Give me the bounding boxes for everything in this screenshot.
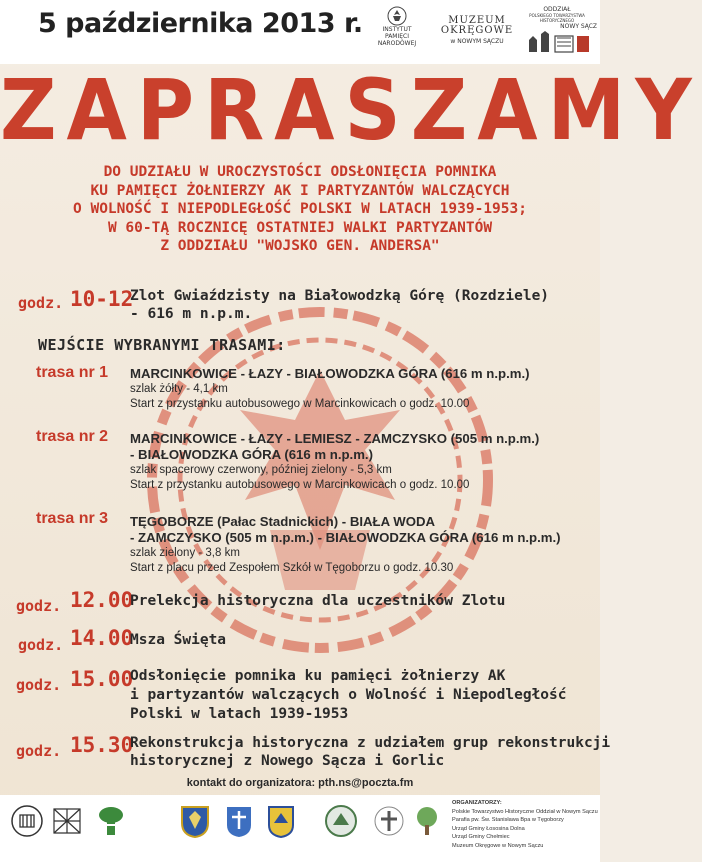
headline <box>0 62 702 160</box>
ipn-logo-line: INSTYTUT <box>382 26 412 33</box>
route-3-path: - ZAMCZYSKO (505 m n.p.m.) - BIAŁOWODZKA GÓRA (616 m n.p.m.) <box>130 530 561 545</box>
headline-text: ZAPRASZAMY <box>0 62 702 160</box>
first-godz-label: godz. <box>18 294 64 312</box>
invitation-line: KU PAMIĘCI ŻOŁNIERZY AK I PARTYZANTÓW WALCZĄCYCH <box>90 182 510 199</box>
muzeum-logo-title: MUZEUM <box>448 15 506 26</box>
castle-icon <box>521 30 593 54</box>
event-time: 15.00 <box>70 667 134 691</box>
first-event-line: - 616 m n.p.m. <box>130 306 253 322</box>
route-2-start: Start z przystanku autobusowego w Marcinkowicach o godz. 10.00 <box>130 479 470 491</box>
event-line: Prelekcja historyczna dla uczestników Zlotu <box>130 593 506 609</box>
tree-emblem-icon <box>410 803 444 839</box>
organizers-title: ORGANIZATORZY: <box>452 800 502 806</box>
organizer-item: Urząd Gminy Chełmiec <box>452 834 510 841</box>
organizer-item: Urząd Gminy Łososina Dolna <box>452 825 525 832</box>
route-3-trail: szlak zielony - 3,8 km <box>130 547 240 559</box>
route-3-label: trasa nr 3 <box>36 510 109 527</box>
invitation-line: Z ODDZIAŁU "WOJSKO GEN. ANDERSA" <box>160 238 440 255</box>
green-scout-emblem-icon <box>94 803 128 839</box>
event-line: Polski w latach 1939-1953 <box>130 706 349 722</box>
route-3-path: TĘGOBORZE (Pałac Stadnickich) - BIAŁA WODA <box>130 514 436 529</box>
lattice-emblem-icon <box>50 803 84 839</box>
footer <box>0 795 600 862</box>
route-1-trail: szlak żółty - 4,1 km <box>130 383 228 395</box>
pth-logo-bottom: NOWY SĄCZ <box>560 23 597 30</box>
organizers-block <box>452 799 598 851</box>
route-2-label: trasa nr 2 <box>36 428 109 445</box>
header-bar <box>0 0 600 64</box>
routes-title: WEJŚCIE WYBRANYMI TRASAMI: <box>38 336 286 354</box>
route-3-details <box>130 514 561 576</box>
circular-badge-icon <box>10 803 44 839</box>
event-godz-label: godz. <box>16 676 62 694</box>
ipn-eagle-icon <box>387 6 407 26</box>
event-line: Rekonstrukcja historyczna z udziałem grup rekonstrukcji <box>130 735 611 751</box>
coat-of-arms-icon <box>178 803 212 839</box>
invitation-line: O WOLNOŚĆ I NIEPODLEGŁOŚĆ POLSKI W LATACH 1939-1953; <box>73 201 527 218</box>
route-1-details <box>130 366 530 412</box>
event-time: 14.00 <box>70 626 134 650</box>
muzeum-logo-subtitle: w NOWYM SĄCZU <box>450 38 504 45</box>
route-2-trail: szlak spacerowy czerwony, później zielony - 5,3 km <box>130 464 392 476</box>
blue-shield-icon <box>222 803 256 839</box>
event-date: 5 października 2013 r. <box>38 8 363 39</box>
pth-logo <box>516 6 598 54</box>
contact-line: kontakt do organizatora: pth.ns@poczta.fm <box>186 777 414 789</box>
event-godz-label: godz. <box>16 597 62 615</box>
invitation-line: DO UDZIAŁU W UROCZYSTOŚCI ODSŁONIĘCIA POMNIKA <box>103 164 497 180</box>
event-line: i partyzantów walczących o Wolność i Niepodległość <box>130 687 567 703</box>
first-event-line: Zlot Gwiaździsty na Białowodzką Górę (Rozdziele) <box>130 288 550 304</box>
pth-logo-middle: POLSKIEGO TOWARZYSTWA HISTORYCZNEGO <box>529 13 585 23</box>
event-line: Odsłonięcie pomnika ku pamięci żołnierzy AK <box>130 668 506 684</box>
event-time: 15.30 <box>70 733 134 757</box>
first-time: 10-12 <box>70 287 134 311</box>
organizer-item: Parafia pw. Św. Stanisława Bpa w Tęgoborzy <box>452 817 564 824</box>
ipn-logo-line: NARODOWEJ <box>377 40 417 47</box>
organizer-item: Muzeum Okręgowe w Nowym Sączu <box>452 842 544 849</box>
route-1-path: MARCINKOWICE - ŁAZY - BIAŁOWODZKA GÓRA (616 m n.p.m.) <box>130 366 530 381</box>
event-line: Msza Święta <box>130 632 227 648</box>
ipn-logo-line: PAMIĘCI <box>384 33 410 40</box>
route-1-label: trasa nr 1 <box>36 364 109 381</box>
organizer-item: Polskie Towarzystwo Historyczne Oddział w Nowym Sączu <box>452 808 598 815</box>
invitation-line: W 60-TĄ ROCZNICĘ OSTATNIEJ WALKI PARTYZANTÓW <box>107 219 493 236</box>
cross-emblem-icon <box>372 803 406 839</box>
event-time: 12.00 <box>70 588 134 612</box>
muzeum-logo <box>440 6 514 45</box>
event-godz-label: godz. <box>16 742 62 760</box>
muzeum-logo-title: OKRĘGOWE <box>440 25 514 36</box>
pth-logo-top: ODDZIAŁ <box>543 6 571 13</box>
route-2-path: MARCINKOWICE - ŁAZY - LEMIESZ - ZAMCZYSKO (505 m n.p.m.) <box>130 431 540 446</box>
event-godz-label: godz. <box>18 636 64 654</box>
yellow-shield-icon <box>264 803 298 839</box>
invitation-text <box>20 163 580 256</box>
route-2-details <box>130 431 539 493</box>
round-emblem-icon <box>324 803 358 839</box>
route-3-start: Start z placu przed Zespołem Szkół w Tęgoborzu o godz. 10.30 <box>130 562 454 574</box>
ipn-logo <box>362 6 432 47</box>
event-line: historycznej z Nowego Sącza i Gorlic <box>130 753 445 769</box>
route-1-start: Start z przystanku autobusowego w Marcinkowicach o godz. 10.00 <box>130 398 470 410</box>
route-2-path: - BIAŁOWODZKA GÓRA (616 m n.p.m.) <box>130 447 373 462</box>
